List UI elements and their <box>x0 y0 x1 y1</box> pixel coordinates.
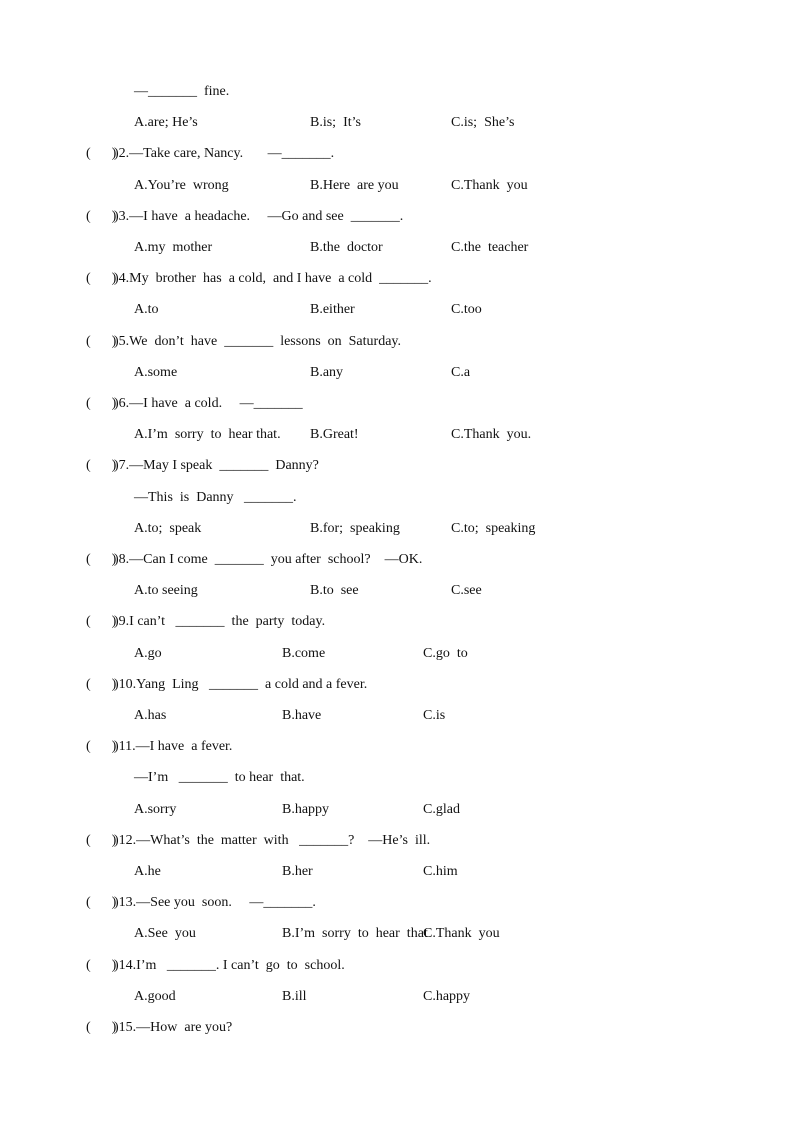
option-a: A.he <box>134 864 161 879</box>
question-stem: )11.—I have a fever. <box>114 739 233 754</box>
options-line <box>0 425 794 445</box>
options-line <box>0 862 794 882</box>
question-line <box>0 207 794 227</box>
options-line <box>0 113 794 133</box>
answer-blank-parentheses: ( ) <box>86 895 117 910</box>
options-line <box>0 176 794 196</box>
answer-blank-parentheses: ( ) <box>86 271 117 286</box>
option-a: A.You’re wrong <box>134 178 229 193</box>
answer-blank-parentheses: ( ) <box>86 958 117 973</box>
question-line <box>0 831 794 851</box>
option-a: A.I’m sorry to hear that. <box>134 427 281 442</box>
option-a: A.sorry <box>134 802 177 817</box>
option-a: A.to seeing <box>134 583 198 598</box>
answer-blank-parentheses: ( ) <box>86 739 117 754</box>
answer-blank-parentheses: ( ) <box>86 677 117 692</box>
question-line <box>0 144 794 164</box>
answer-blank-parentheses: ( ) <box>86 833 117 848</box>
dialogue-text: —This is Danny _______. <box>134 490 297 505</box>
answer-blank-parentheses: ( ) <box>86 146 117 161</box>
dialogue-line <box>0 488 794 508</box>
options-line <box>0 987 794 1007</box>
options-line <box>0 300 794 320</box>
option-c: C.Thank you <box>451 178 528 193</box>
options-line <box>0 800 794 820</box>
option-c: C.him <box>423 864 458 879</box>
option-c: C.too <box>451 302 482 317</box>
question-stem: )15.—How are you? <box>114 1020 233 1035</box>
question-line <box>0 269 794 289</box>
question-line <box>0 1018 794 1038</box>
options-line <box>0 238 794 258</box>
answer-blank-parentheses: ( ) <box>86 552 117 567</box>
options-line <box>0 519 794 539</box>
options-line <box>0 706 794 726</box>
question-line <box>0 394 794 414</box>
question-stem: )5.We don’t have _______ lessons on Saturday. <box>114 334 401 349</box>
question-line <box>0 956 794 976</box>
option-c: C.Thank you. <box>451 427 532 442</box>
question-stem: )9.I can’t _______ the party today. <box>114 614 326 629</box>
option-a: A.has <box>134 708 167 723</box>
option-b: B.come <box>282 646 326 661</box>
dialogue-text: —_______ fine. <box>134 84 230 99</box>
option-b: B.is; It’s <box>310 115 361 130</box>
option-b: B.have <box>282 708 322 723</box>
option-b: B.ill <box>282 989 307 1004</box>
question-line <box>0 456 794 476</box>
option-b: B.to see <box>310 583 359 598</box>
option-a: A.to; speak <box>134 521 202 536</box>
option-c: C.a <box>451 365 471 380</box>
options-line <box>0 581 794 601</box>
dialogue-line <box>0 768 794 788</box>
answer-blank-parentheses: ( ) <box>86 334 117 349</box>
question-line <box>0 737 794 757</box>
option-a: A.are; He’s <box>134 115 198 130</box>
option-b: B.the doctor <box>310 240 383 255</box>
option-a: A.See you <box>134 926 196 941</box>
question-line <box>0 893 794 913</box>
option-b: B.happy <box>282 802 330 817</box>
question-line <box>0 675 794 695</box>
option-c: C.go to <box>423 646 468 661</box>
question-stem: )6.—I have a cold. —_______ <box>114 396 303 411</box>
question-stem: )2.—Take care, Nancy. —_______. <box>114 146 335 161</box>
answer-blank-parentheses: ( ) <box>86 209 117 224</box>
question-line <box>0 550 794 570</box>
option-c: C.the teacher <box>451 240 529 255</box>
option-c: C.see <box>451 583 482 598</box>
answer-blank-parentheses: ( ) <box>86 1020 117 1035</box>
options-line <box>0 924 794 944</box>
option-c: C.glad <box>423 802 460 817</box>
question-line <box>0 332 794 352</box>
option-a: A.good <box>134 989 176 1004</box>
answer-blank-parentheses: ( ) <box>86 458 117 473</box>
option-b: B.her <box>282 864 313 879</box>
question-stem: )10.Yang Ling _______ a cold and a fever. <box>114 677 368 692</box>
question-stem: )8.—Can I come _______ you after school? —OK. <box>114 552 423 567</box>
option-b: B.Great! <box>310 427 359 442</box>
options-line <box>0 644 794 664</box>
option-a: A.to <box>134 302 159 317</box>
question-stem: )7.—May I speak _______ Danny? <box>114 458 319 473</box>
option-c: C.is <box>423 708 446 723</box>
option-c: C.to; speaking <box>451 521 536 536</box>
option-a: A.my mother <box>134 240 213 255</box>
question-line <box>0 612 794 632</box>
option-c: C.is; She’s <box>451 115 515 130</box>
option-a: A.some <box>134 365 178 380</box>
answer-blank-parentheses: ( ) <box>86 396 117 411</box>
option-b: B.either <box>310 302 355 317</box>
option-b: B.for; speaking <box>310 521 400 536</box>
option-b: B.any <box>310 365 344 380</box>
option-c: C.happy <box>423 989 471 1004</box>
option-a: A.go <box>134 646 162 661</box>
option-b: B.Here are you <box>310 178 399 193</box>
answer-blank-parentheses: ( ) <box>86 614 117 629</box>
dialogue-line <box>0 82 794 102</box>
question-stem: )14.I’m _______. I can’t go to school. <box>114 958 345 973</box>
dialogue-text: —I’m _______ to hear that. <box>134 770 305 785</box>
option-c: C.Thank you <box>423 926 500 941</box>
question-stem: )3.—I have a headache. —Go and see _______. <box>114 209 404 224</box>
option-b: B.I’m sorry to hear that <box>282 926 428 941</box>
question-stem: )13.—See you soon. —_______. <box>114 895 316 910</box>
options-line <box>0 363 794 383</box>
question-stem: )4.My brother has a cold, and I have a cold _______. <box>114 271 432 286</box>
question-stem: )12.—What’s the matter with _______? —He’s ill. <box>114 833 431 848</box>
